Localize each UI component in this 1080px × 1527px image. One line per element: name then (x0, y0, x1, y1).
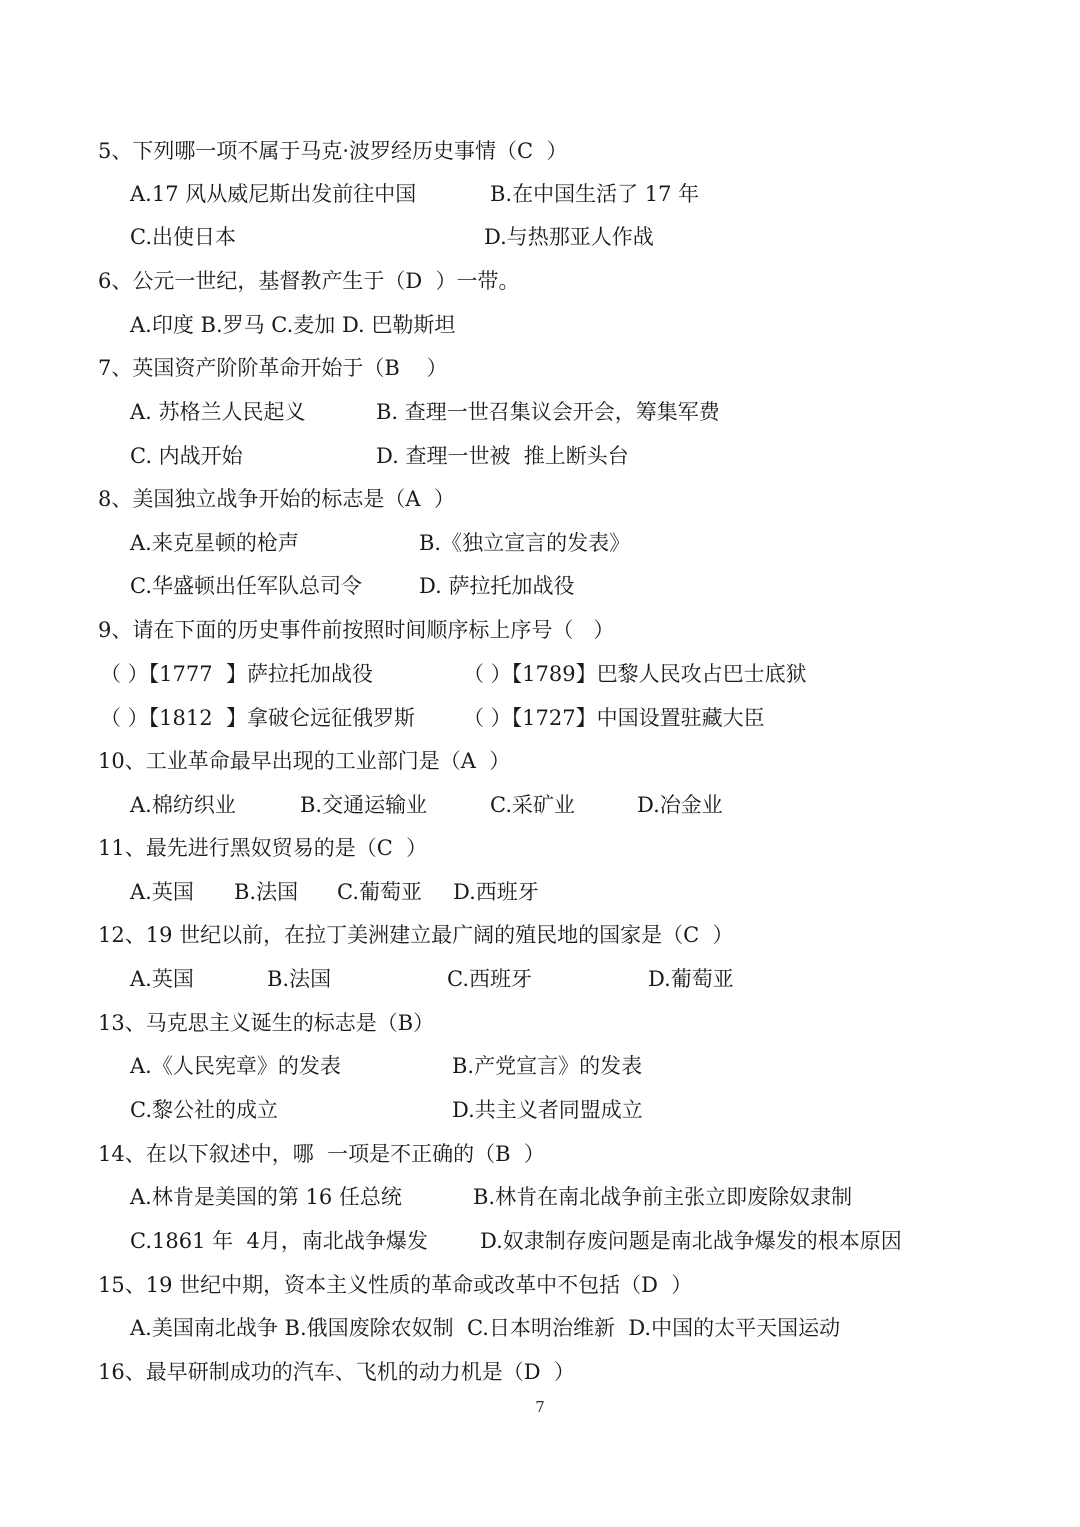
question-12-option-a: A.英国 (130, 967, 194, 991)
question-13-option-d: D.共主义者同盟成立 (452, 1098, 643, 1122)
question-13-option-b: B.产党宣言》的发表 (452, 1054, 643, 1078)
question-8-option-b: B.《独立宣言的发表》 (419, 531, 631, 555)
question-12-stem: 12、19 世纪以前，在拉丁美洲建立最广阔的殖民地的国家是（C ） (98, 923, 734, 947)
question-11-stem: 11、最先进行黑奴贸易的是（C ） (98, 836, 428, 860)
question-5-stem: 5、下列哪一项不属于马克·波罗经历史事情（C ） (98, 139, 568, 163)
question-12-option-d: D.葡萄亚 (648, 967, 734, 991)
question-5-option-c: C.出使日本 (130, 225, 236, 249)
question-13-option-a: A.《人民宪章》的发表 (130, 1054, 341, 1078)
question-13-option-c: C.黎公社的成立 (130, 1098, 278, 1122)
question-5-option-d: D.与热那亚人作战 (484, 225, 654, 249)
question-11-option-b: B.法国 (234, 880, 299, 904)
question-10-option-d: D.冶金业 (637, 793, 723, 817)
question-13-stem: 13、马克思主义诞生的标志是（B） (98, 1011, 435, 1035)
question-10-stem: 10、工业革命最早出现的工业部门是（A ） (98, 749, 511, 773)
question-7-option-c: C. 内战开始 (130, 444, 243, 468)
question-14-option-d: D.奴隶制存废问题是南北战争爆发的根本原因 (480, 1229, 902, 1253)
question-6-options: A.印度 B.罗马 C.麦加 D. 巴勒斯坦 (130, 313, 456, 337)
question-11-option-d: D.西班牙 (453, 880, 539, 904)
question-14-option-c: C.1861 年 4月，南北战争爆发 (130, 1229, 428, 1253)
question-5-option-b: B.在中国生活了 17 年 (490, 182, 700, 206)
question-7-stem: 7、英国资产阶阶革命开始于（B ） (98, 356, 448, 380)
question-7-option-a: A. 苏格兰人民起义 (130, 400, 306, 424)
question-9-event-3: （ ）【1812 】拿破仑远征俄罗斯 (100, 706, 415, 730)
question-8-stem: 8、美国独立战争开始的标志是（A ） (98, 487, 455, 511)
page-number: 7 (535, 1398, 545, 1416)
question-14-option-a: A.林肯是美国的第 16 任总统 (130, 1185, 402, 1209)
question-10-option-b: B.交通运输业 (300, 793, 428, 817)
question-7-option-d: D. 查理一世被 推上断头台 (376, 444, 629, 468)
question-8-option-c: C.华盛顿出任军队总司令 (130, 574, 362, 598)
question-6-stem: 6、公元一世纪，基督教产生于（D ）一带。 (98, 269, 520, 293)
question-9-event-4: （ ）【1727】中国设置驻藏大臣 (463, 706, 765, 730)
question-15-stem: 15、19 世纪中期，资本主义性质的革命或改革中不包括（D ） (98, 1273, 693, 1297)
question-14-option-b: B.林肯在南北战争前主张立即废除奴隶制 (473, 1185, 853, 1209)
question-10-option-a: A.棉纺织业 (130, 793, 236, 817)
question-16-stem: 16、最早研制成功的汽车、飞机的动力机是（D ） (98, 1360, 575, 1384)
question-11-option-c: C.葡萄亚 (337, 880, 422, 904)
question-14-stem: 14、在以下叙述中，哪 一项是不正确的（B ） (98, 1142, 545, 1166)
question-15-options: A.美国南北战争 B.俄国废除农奴制 C.日本明治维新 D.中国的太平天国运动 (130, 1316, 841, 1340)
question-12-option-c: C.西班牙 (447, 967, 532, 991)
question-8-option-d: D. 萨拉托加战役 (419, 574, 575, 598)
question-10-option-c: C.采矿业 (490, 793, 575, 817)
question-11-option-a: A.英国 (130, 880, 194, 904)
question-8-option-a: A.来克星顿的枪声 (130, 531, 299, 555)
question-5-option-a: A.17 风从威尼斯出发前往中国 (130, 182, 417, 206)
question-7-option-b: B. 查理一世召集议会开会，筹集军费 (376, 400, 720, 424)
question-9-event-2: （ ）【1789】巴黎人民攻占巴士底狱 (463, 662, 807, 686)
question-9-event-1: （ ）【1777 】萨拉托加战役 (100, 662, 373, 686)
question-12-option-b: B.法国 (267, 967, 332, 991)
question-9-stem: 9、请在下面的历史事件前按照时间顺序标上序号（ ） (98, 618, 615, 642)
